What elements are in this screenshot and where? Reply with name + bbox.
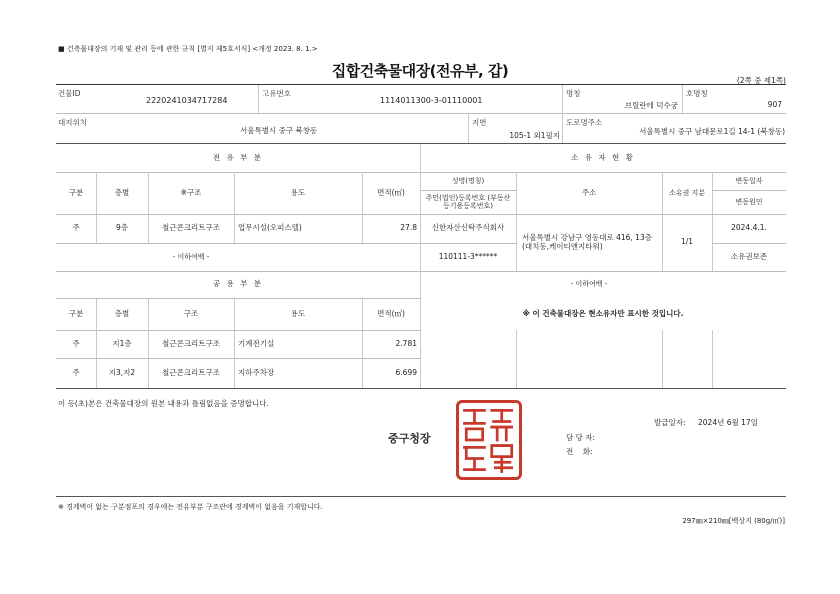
name-label: 명칭 <box>566 89 581 98</box>
building-id-value: 2220241034717284 <box>146 96 228 105</box>
common-row-type: 주 <box>72 367 80 377</box>
seal-icon <box>459 403 519 477</box>
footer-note: ※ 경계벽이 없는 구분점포의 경우에는 전유부분 구조란에 경계벽이 없음을 기재합니다. <box>58 503 323 511</box>
official-seal <box>456 400 522 480</box>
exclusive-section-title: 전 유 부 분 <box>212 152 264 162</box>
common-header-floor: 층별 <box>114 308 130 318</box>
exclusive-row-floor: 9층 <box>115 223 129 233</box>
common-row-type: 주 <box>72 338 80 348</box>
exclusive-row-type: 주 <box>72 223 80 233</box>
page-info: (2쪽 중 제1쪽) <box>736 76 786 85</box>
unique-no-value: 1114011300-3-01110001 <box>380 96 483 105</box>
certify-text: 이 등(초)본은 건축물대장의 원본 내용과 틀림없음을 증명합니다. <box>58 399 269 408</box>
owner-header-change-reason: 변동원인 <box>735 197 763 206</box>
owner-row-address: 서울특별시 강남구 영동대로 416, 13층(대치동,케이티앤지타워) <box>522 232 652 251</box>
common-row-area: 2.781 <box>395 338 417 348</box>
common-row-use: 기계전기실 <box>238 338 275 348</box>
unit-value: 907 <box>767 100 782 109</box>
common-row-structure: 철근콘크리트구조 <box>162 367 220 377</box>
building-id-label: 건물ID <box>58 89 81 98</box>
owner-row-name: 신한자산신탁주식회사 <box>431 223 505 233</box>
exclusive-header-area: 면적(㎡) <box>377 187 405 197</box>
owner-header-name: 성명(명칭) <box>451 176 485 185</box>
owner-notice: ※ 이 건축물대장은 현소유자만 표시한 것입니다. <box>522 308 684 318</box>
exclusive-header-floor: 층별 <box>114 187 130 197</box>
issuer-name: 중구청장 <box>388 432 431 445</box>
owner-row-change-date: 2024.4.1. <box>731 223 767 233</box>
owner-row-reg-no: 110111-3****** <box>438 251 498 261</box>
exclusive-row-use: 업무시설(오피스텔) <box>238 223 302 233</box>
exclusive-header-type: 구분 <box>68 187 84 197</box>
issue-date-label: 발급일자: <box>654 418 686 427</box>
page-title: 집합건축물대장(전유부, 갑) <box>331 62 509 80</box>
road-label: 도로명주소 <box>566 118 603 127</box>
site-label: 대지위치 <box>58 118 87 127</box>
owner-header-change-date: 변동일자 <box>735 176 763 185</box>
site-value: 서울특별시 중구 북창동 <box>240 126 318 135</box>
common-row-area: 6.699 <box>395 367 417 377</box>
lot-label: 지번 <box>472 118 487 127</box>
exclusive-row-area: 27.8 <box>400 223 417 233</box>
issue-date: 2024년 6월 17일 <box>698 418 758 427</box>
common-header-use: 용도 <box>290 308 306 318</box>
owner-row-share: 1/1 <box>680 237 694 247</box>
exclusive-blank-note: - 이하여백 - <box>172 252 210 261</box>
common-row-floor: 지3,지2 <box>108 367 136 377</box>
common-row-use: 지하주차장 <box>238 367 275 377</box>
unit-label: 호명칭 <box>686 89 708 98</box>
owner-header-share: 소유권 지분 <box>668 188 706 197</box>
regulation-note: ■ 건축물대장의 기재 및 관리 등에 관한 규칙 [별지 제5호서식] <개정 2023. 8. 1.> <box>58 45 318 53</box>
owner-header-address: 주소 <box>581 187 597 197</box>
common-header-type: 구분 <box>68 308 84 318</box>
exclusive-header-structure: ※구조 <box>180 187 202 197</box>
owner-row-change-reason: 소유권보존 <box>730 251 768 261</box>
owner-section-title: 소 유 자 현 황 <box>571 152 635 162</box>
phone-label: 전 화: <box>566 447 593 456</box>
common-row-structure: 철근콘크리트구조 <box>162 338 220 348</box>
common-header-structure: 구조 <box>183 308 199 318</box>
paper-spec: 297㎜×210㎜[백상지 (80g/㎡)] <box>682 517 785 525</box>
common-header-area: 면적(㎡) <box>377 308 405 318</box>
name-value: 브릴란테 덕수궁 <box>624 101 678 110</box>
exclusive-header-use: 용도 <box>290 187 306 197</box>
common-row-floor: 지1층 <box>112 338 132 348</box>
road-value: 서울특별시 중구 남대문로1길 14-1 (북창동) <box>639 127 785 136</box>
exclusive-row-structure: 철근콘크리트구조 <box>162 223 220 233</box>
lot-value: 105-1 외1필지 <box>509 131 560 140</box>
owner-header-reg-no: 주민(법인)등록번호 (부동산등기용등록번호) <box>425 193 511 210</box>
staff-label: 담 당 자: <box>566 433 596 442</box>
common-section-title: 공 용 부 분 <box>212 279 264 289</box>
owner-blank-note: - 이하여백 - <box>570 280 608 289</box>
unique-no-label: 고유번호 <box>262 89 291 98</box>
